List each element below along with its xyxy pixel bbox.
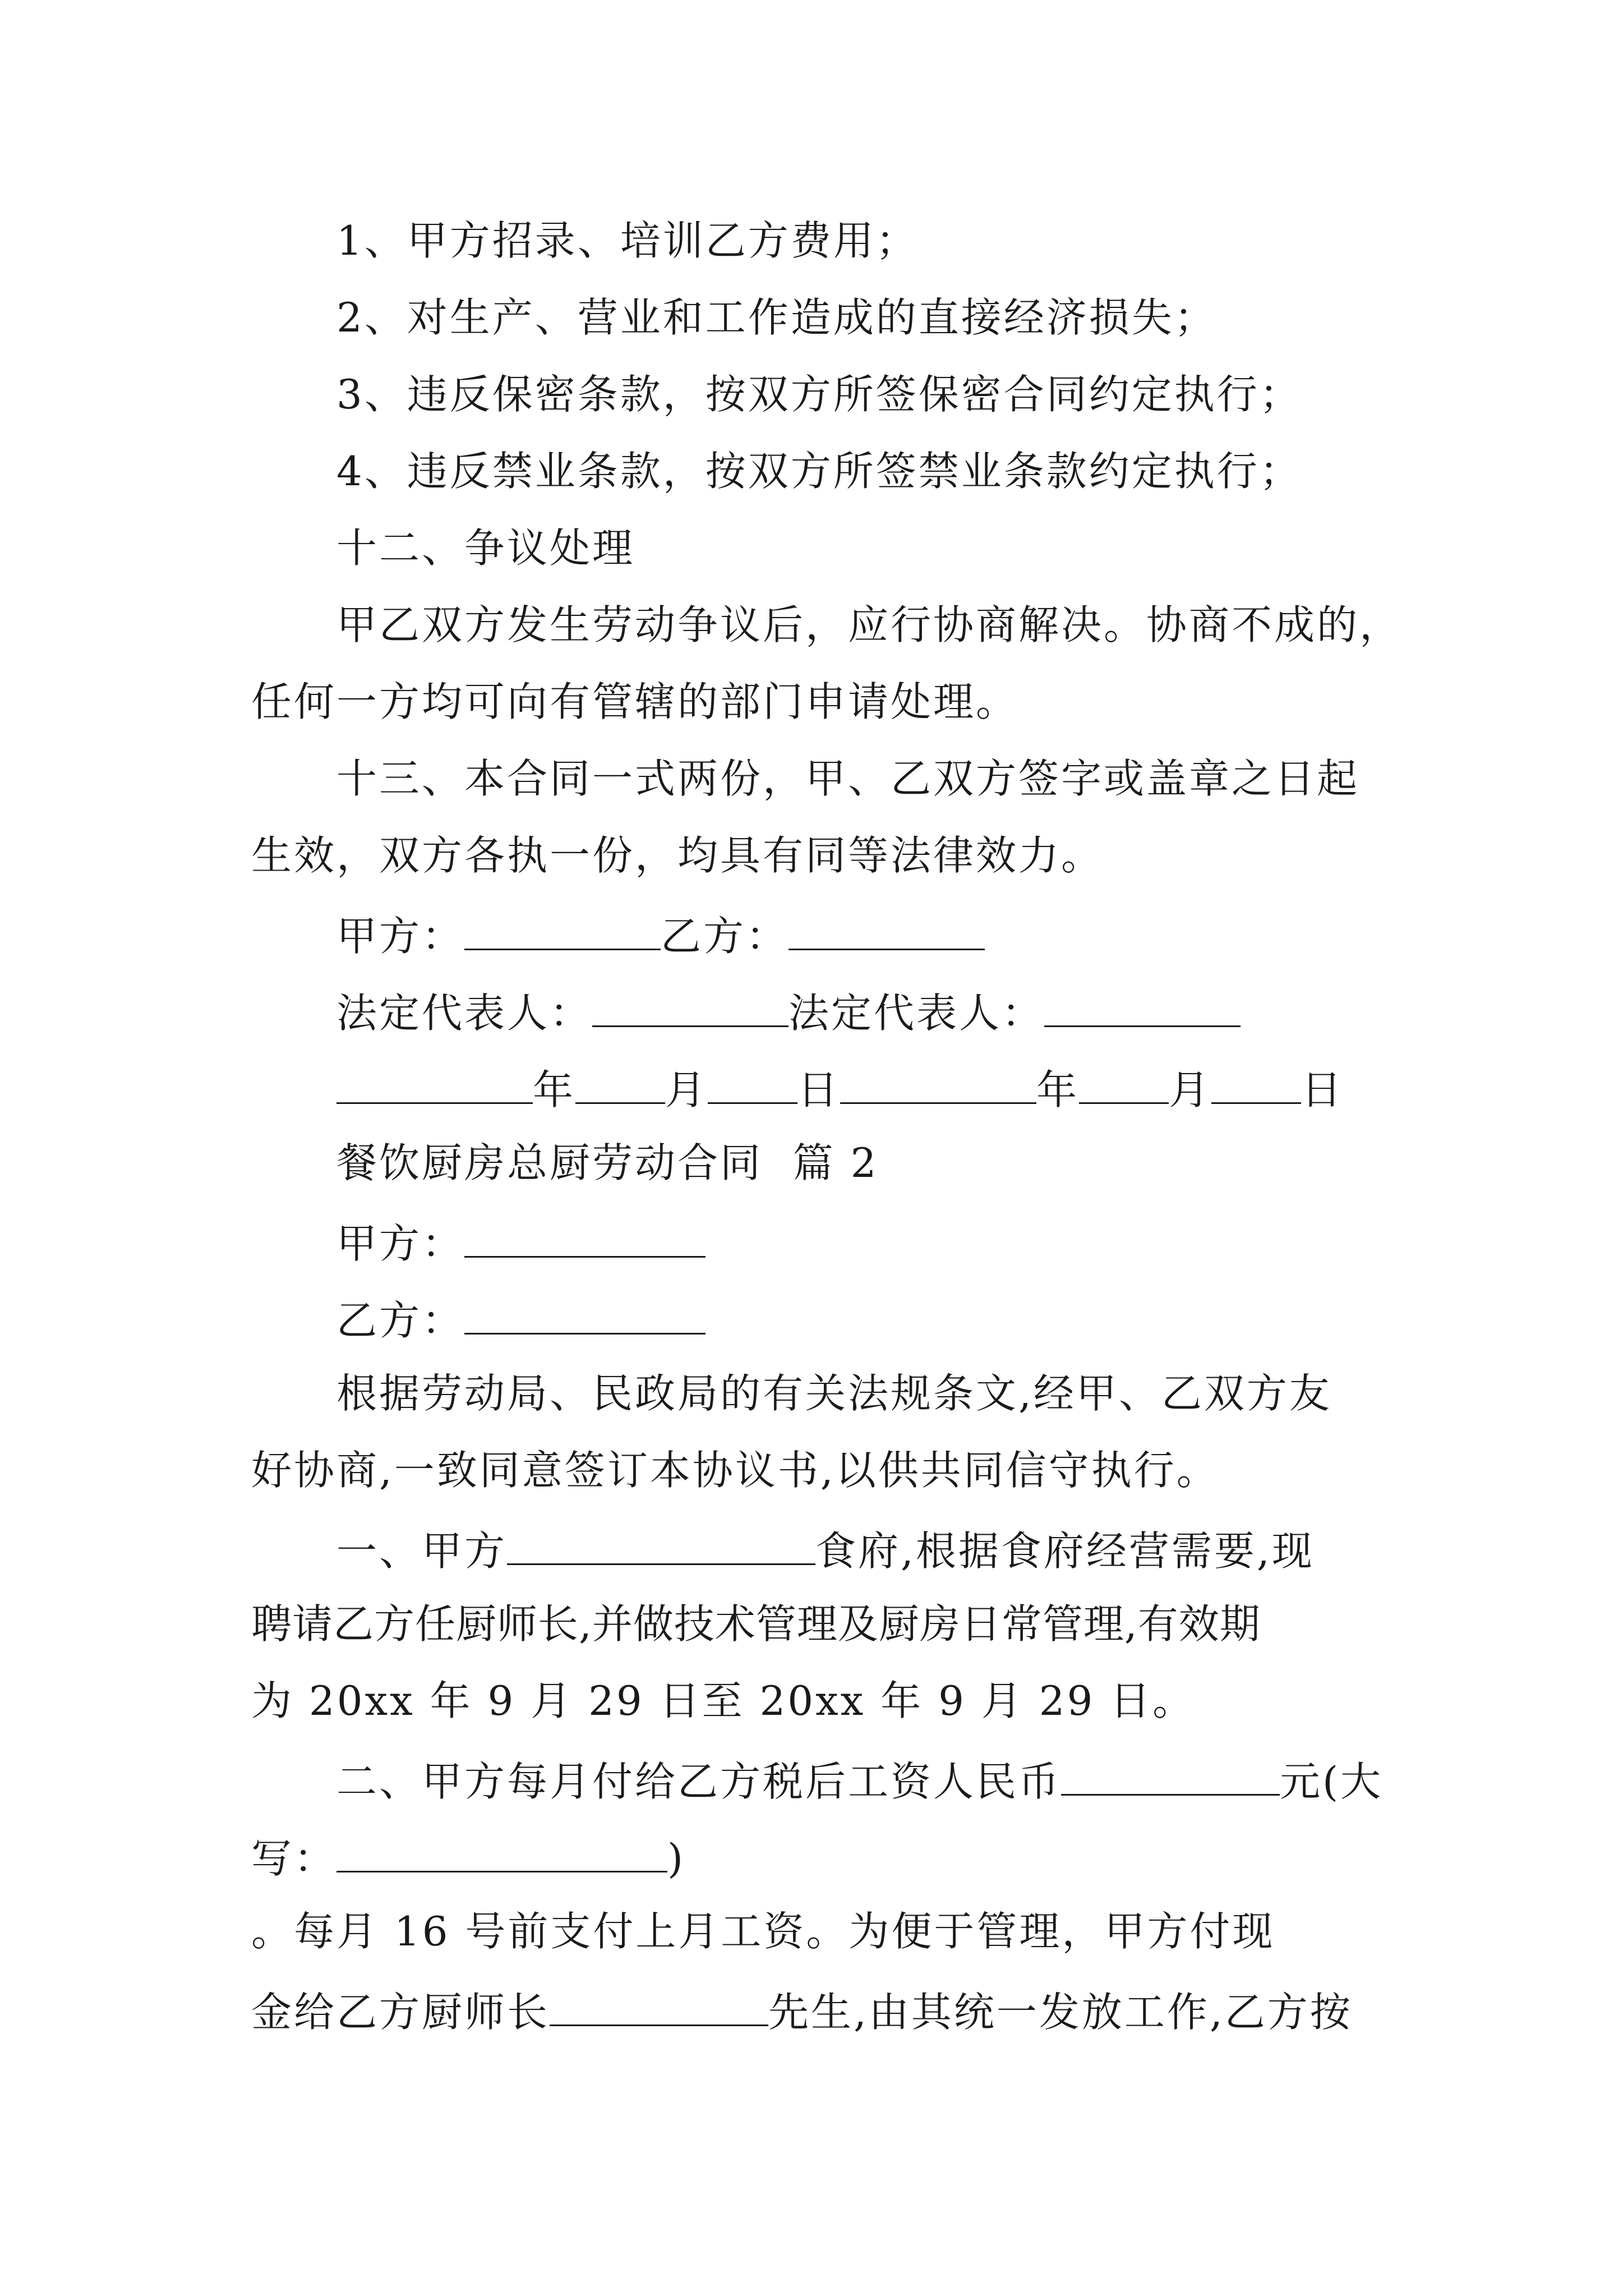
article-2-salary-blank [1061, 1757, 1280, 1796]
contract-2-party-b-blank [464, 1296, 706, 1335]
article-1-prefix: 一、甲方 [336, 1527, 508, 1575]
payment-prefix: 金给乙方厨师长 [251, 1988, 550, 2036]
date-a-month-blank [575, 1066, 665, 1104]
clause-1: 1、甲方招录、培训乙方费用； [336, 217, 919, 264]
contract-2-payment-line-1: 。每月 16 号前支付上月工资。为便于管理，甲方付现 [251, 1908, 1275, 1955]
article-2-suffix: 元(大 [1280, 1757, 1384, 1805]
contract-2-article-1-line-3: 为 20xx 年 9 月 29 日至 20xx 年 9 月 29 日。 [251, 1677, 1196, 1724]
article-1-suffix: 食府,根据食府经营需要,现 [815, 1527, 1315, 1575]
party-a-blank [464, 912, 661, 950]
party-b-blank [789, 912, 985, 950]
section-13-line-2: 生效，双方各执一份，均具有同等法律效力。 [251, 832, 1104, 879]
rep-a-blank [592, 989, 789, 1027]
contract-2-article-1-line-1 [336, 1527, 1315, 1575]
contract-2-intro-line-2: 好协商,一致同意签订本协议书,以供共同信守执行。 [251, 1447, 1219, 1494]
date-b-month-label: 月 [1169, 1066, 1212, 1114]
date-a-year-label: 年 [533, 1066, 576, 1114]
section-12-paragraph-line-2: 任何一方均可向有管辖的部门申请处理。 [251, 678, 1019, 725]
section-13-line-1: 十三、本合同一式两份，甲、乙双方签字或盖章之日起 [336, 755, 1360, 802]
section-12-heading: 十二、争议处理 [336, 524, 635, 572]
date-a-day-label: 日 [797, 1066, 841, 1114]
article-2-uppercase-label: 写： [251, 1834, 337, 1882]
clause-2: 2、对生产、营业和工作造成的直接经济损失； [336, 294, 1217, 341]
date-b-year-blank [840, 1066, 1036, 1104]
date-b-year-label: 年 [1036, 1066, 1080, 1114]
rep-b-label: 法定代表人： [789, 989, 1045, 1037]
clause-3: 3、违反保密条款，按双方所签保密合同约定执行； [336, 371, 1302, 418]
payment-chef-name-blank [550, 1988, 768, 2026]
contract-2-party-b-row [336, 1296, 706, 1344]
contract-2-intro-line-1: 根据劳动局、民政局的有关法规条文,经甲、乙双方友 [336, 1370, 1332, 1417]
article-2-uppercase-blank [336, 1834, 667, 1872]
date-b-day-blank [1211, 1066, 1301, 1104]
contract-2-article-2-line-1 [336, 1757, 1384, 1805]
contract-2-title: 餐饮厨房总厨劳动合同 篇 2 [336, 1139, 879, 1186]
contract-2-payment-line-2 [251, 1988, 1353, 2036]
contract-2-party-a-label: 甲方： [336, 1220, 465, 1267]
rep-a-label: 法定代表人： [336, 989, 593, 1037]
signature-representatives-row [336, 989, 1241, 1037]
contract-2-party-a-row [336, 1220, 706, 1267]
date-b-month-blank [1079, 1066, 1169, 1104]
date-a-day-blank [708, 1066, 797, 1104]
contract-2-party-a-blank [464, 1220, 706, 1258]
date-a-year-blank [336, 1066, 533, 1104]
rep-b-blank [1044, 989, 1241, 1027]
article-2-close-paren: ) [667, 1834, 686, 1882]
section-12-paragraph-line-1: 甲乙双方发生劳动争议后，应行协商解决。协商不成的， [336, 601, 1403, 648]
payment-suffix: 先生,由其统一发放工作,乙方按 [768, 1988, 1353, 2036]
party-b-label: 乙方： [661, 912, 789, 960]
date-b-day-label: 日 [1301, 1066, 1344, 1114]
contract-2-article-1-line-2: 聘请乙方任厨师长,并做技术管理及厨房日常管理,有效期 [251, 1600, 1261, 1648]
contract-2-party-b-label: 乙方： [336, 1296, 465, 1344]
date-a-month-label: 月 [665, 1066, 708, 1114]
signature-dates-row [336, 1066, 1344, 1114]
signature-parties-row [336, 912, 985, 960]
article-2-prefix: 二、甲方每月付给乙方税后工资人民币 [336, 1757, 1062, 1805]
clause-4: 4、违反禁业条款，按双方所签禁业条款约定执行； [336, 448, 1302, 495]
contract-2-article-2-line-2 [251, 1834, 686, 1882]
article-1-restaurant-blank [507, 1527, 815, 1565]
party-a-label: 甲方： [336, 912, 465, 960]
